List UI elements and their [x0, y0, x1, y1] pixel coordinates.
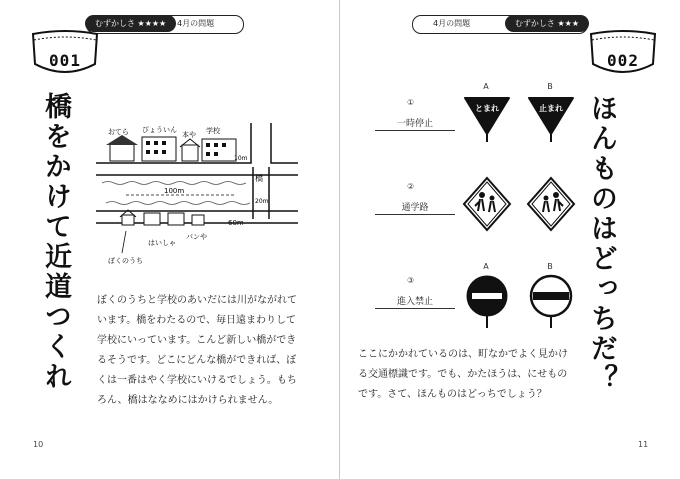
map-label-dentist: はいしゃ — [148, 239, 176, 247]
hospital-icon — [142, 137, 176, 161]
school-route-sign-a-icon — [462, 176, 512, 234]
subject-label: 4月の問題 — [177, 19, 215, 28]
question-number: ② — [407, 182, 415, 191]
problem-number: 001 — [49, 51, 81, 70]
map-label-bakery: パンや — [186, 233, 207, 241]
map-label-bridge: 橋 — [255, 174, 263, 183]
page-title: 橋をかけて近道つくれ — [40, 92, 71, 392]
column-a-header: A — [483, 82, 489, 91]
bookshop-icon — [180, 139, 200, 161]
map-label-hospital: びょういん — [142, 126, 177, 134]
column-a-header: A — [483, 262, 489, 271]
map-label-dist100: 100m — [164, 187, 185, 195]
column-b-header: B — [547, 82, 553, 91]
map-label-dist60: 60m — [228, 219, 244, 227]
subject-label: 4月の問題 — [433, 19, 471, 28]
map-label-home: ぼくのうち — [108, 257, 143, 265]
difficulty-label: むずかしさ ★★★★ — [85, 15, 176, 32]
no-entry-sign-b-icon — [528, 274, 574, 332]
stop-sign-a-icon — [462, 96, 512, 144]
column-b-header: B — [547, 262, 553, 271]
body-text: ここにかかれているのは、町なかでよく見かける交通標識です。でも、かたほうは、にせものです。さて、ほんものはどっちでしょう？ — [358, 349, 568, 400]
bakery-icon — [168, 213, 184, 225]
page-title: ほんものはどっちだ？ — [586, 94, 617, 394]
pocket-badge — [588, 30, 658, 76]
sign-text-b: 止まれ — [539, 104, 563, 113]
question-label: 通学路 — [375, 200, 455, 215]
river-map — [96, 123, 298, 266]
stop-sign-b-icon — [526, 96, 576, 144]
map-label-shop: 本や — [182, 131, 196, 139]
question-label: 進入禁止 — [375, 294, 455, 309]
header-bar — [86, 15, 244, 34]
shop-icon — [192, 215, 204, 225]
page-number: 11 — [638, 440, 649, 449]
question-number: ① — [407, 98, 415, 107]
map-label-bridge-len: 20m — [255, 198, 269, 205]
question-label: 一時停止 — [375, 116, 455, 131]
home-icon — [120, 210, 136, 225]
no-entry-sign-a-icon — [464, 274, 510, 332]
map-label-temple: おてら — [108, 128, 129, 136]
map-label-school: 学校 — [206, 127, 220, 135]
problem-number: 002 — [607, 51, 639, 70]
question-number: ③ — [407, 276, 415, 285]
right-page — [340, 0, 680, 479]
page-number: 10 — [33, 440, 44, 449]
body-text: ぼくのうちと学校のあいだには川がながれています。橋をわたるので、毎日遠まわりして学校にいっています。こんど新しい橋ができるそうです。どこにどんな橋ができれば、ぼくは一番はやく学校にいけるでしょう。もちろん、橋はななめにはかけられません。 — [97, 295, 297, 406]
pocket-badge — [30, 30, 100, 76]
difficulty-label: むずかしさ ★★★ — [505, 15, 589, 32]
sign-text-a: とまれ — [475, 104, 499, 113]
dentist-icon — [144, 213, 160, 225]
river — [96, 175, 298, 211]
map-label-dist10: 10m — [234, 155, 248, 162]
school-icon — [202, 139, 236, 161]
header-bar — [412, 15, 588, 34]
temple-icon — [106, 135, 138, 161]
school-route-sign-b-icon — [526, 176, 576, 234]
